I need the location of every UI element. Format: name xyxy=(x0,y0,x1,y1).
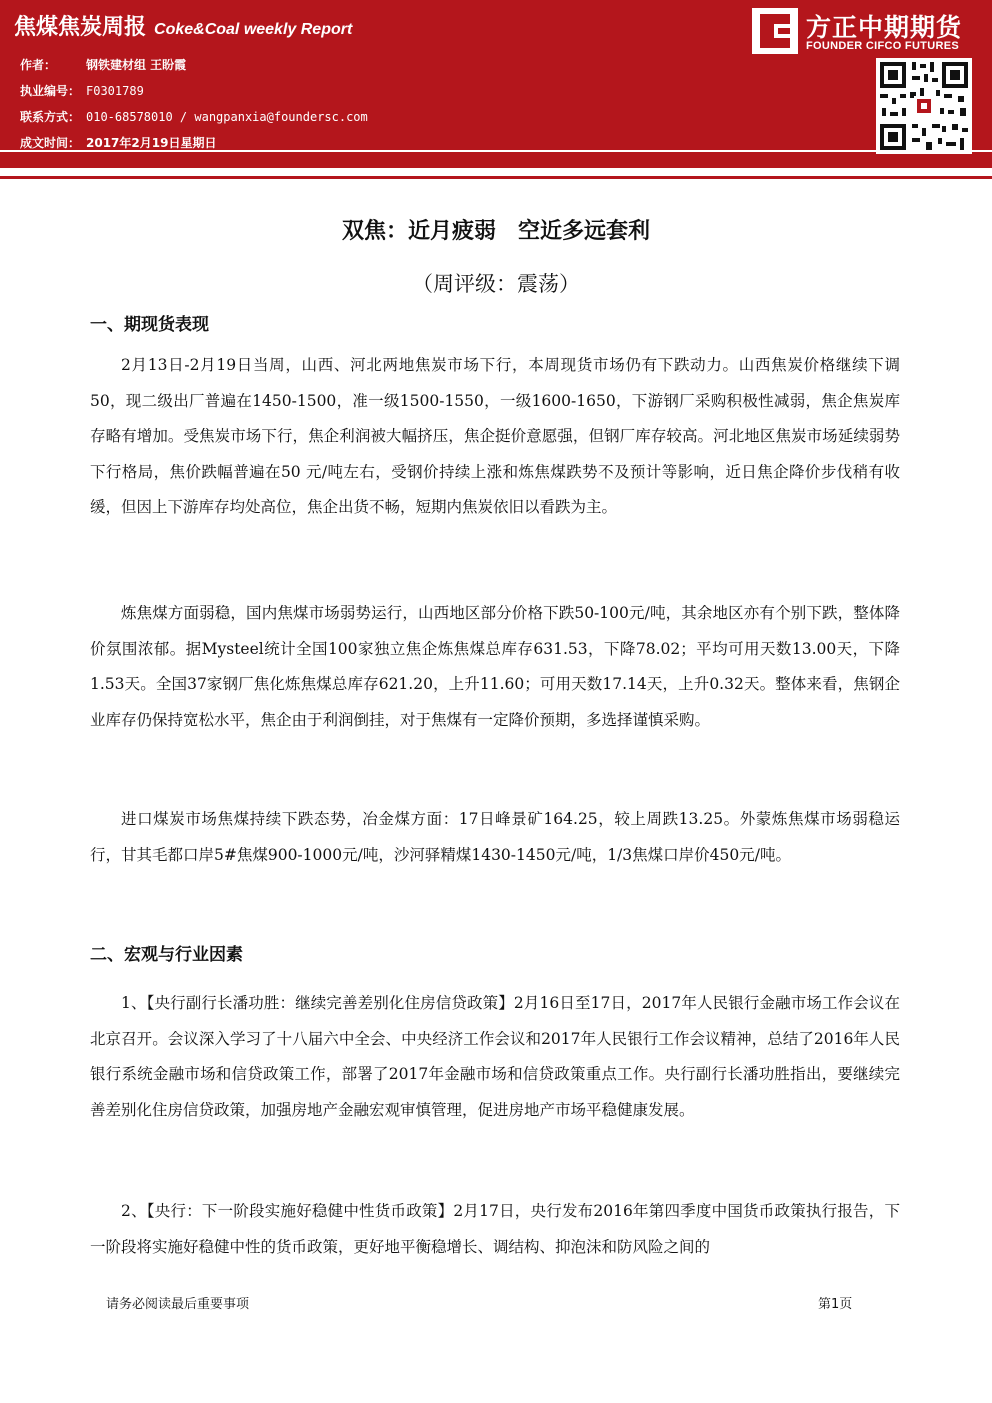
header-bottom-rule xyxy=(0,176,992,179)
footer-notice: 请务必阅读最后重要事项 xyxy=(106,1297,250,1312)
logo-text-en: FOUNDER CIFCO FUTURES xyxy=(806,40,959,52)
meta-label: 成文时间： xyxy=(20,136,81,150)
qr-code-icon xyxy=(876,58,972,154)
meta-date xyxy=(20,134,216,151)
meta-label: 执业编号： xyxy=(20,84,81,98)
section-heading: 二、宏观与行业因素 xyxy=(90,945,243,965)
page-number: 第1页 xyxy=(818,1297,853,1312)
meta-value: 钢铁建材组 王盼霞 xyxy=(86,58,187,72)
section-heading: 一、期现货表现 xyxy=(90,315,209,335)
paragraph: 2、【央行：下一阶段实施好稳健中性货币政策】2月17日，央行发布2016年第四季度中国货币政策执行报告，下一阶段将实施好稳健中性的货币政策，更好地平衡稳增长、调结构、抑泡沫和防风险之间的 xyxy=(90,1202,900,1256)
paragraph: 炼焦煤方面弱稳，国内焦煤市场弱势运行，山西地区部分价格下跌50-100元/吨，其余地区亦有个别下跌，整体降价氛围浓郁。据Mysteel统计全国100家独立焦企炼焦煤总库存631.53，下降78.02；平均可用天数13.00天，下降1.53天。全国37家钢厂焦化炼焦煤总库存621.20，上升11.60；可用天数17.14天，上升0.32天。整体来看，焦钢企业库存仍保持宽松水平，焦企由于利润倒挂，对于焦煤有一定降价预期，多选择谨慎采购。 xyxy=(90,604,900,729)
paragraph: 2月13日-2月19日当周，山西、河北两地焦炭市场下行，本周现货市场仍有下跌动力。山西焦炭价格继续下调50，现二级出厂普遍在1450-1500，准一级1500-1550，一级1600-1650，下游钢厂采购积极性减弱，焦企焦炭库存略有增加。受焦炭市场下行，焦企利润被大幅挤压，焦企挺价意愿强，但钢厂库存较高。河北地区焦炭市场延续弱势下行格局，焦价跌幅普遍在50 元/吨左右，受钢价持续上涨和炼焦煤跌势不及预计等影响，近日焦企降价步伐稍有收缓，但因上下游库存均处高位，焦企出货不畅，短期内焦炭依旧以看跌为主。 xyxy=(90,356,900,517)
meta-label: 联系方式： xyxy=(20,110,81,124)
meta-value: 2017年2月19日星期日 xyxy=(86,136,217,150)
report-title-cn: 焦煤焦炭周报 xyxy=(14,15,147,40)
meta-value: 010-68578010 / wangpanxia@foundersc.com xyxy=(86,110,368,124)
paragraph: 1、【央行副行长潘功胜：继续完善差别化住房信贷政策】2月16日至17日，2017年人民银行金融市场工作会议在北京召开。会议深入学习了十八届六中全会、中央经济工作会议和2017年人民银行工作会议精神，总结了2016年人民银行系统金融市场和信贷政策工作，部署了2017年金融市场和信贷政策重点工作。央行副行长潘功胜指出，要继续完善差别化住房信贷政策，加强房地产金融宏观审慎管理，促进房地产市场平稳健康发展。 xyxy=(90,994,900,1119)
logo-text-cn: 方正中期期货 xyxy=(806,13,963,42)
paragraph: 进口煤炭市场焦煤持续下跌态势，冶金煤方面：17日峰景矿164.25，较上周跌13.25。外蒙炼焦煤市场弱稳运行，甘其毛都口岸5#焦煤900-1000元/吨，沙河驿精煤1430-1450元/吨，1/3焦煤口岸价450元/吨。 xyxy=(90,810,900,864)
report-header xyxy=(0,0,992,168)
meta-license xyxy=(20,82,144,99)
header-divider xyxy=(0,150,992,152)
report-title-en: Coke&Coal weekly Report xyxy=(154,21,353,38)
rating-subtitle: （周评级：震荡） xyxy=(412,272,580,296)
meta-value: F0301789 xyxy=(86,84,144,98)
report-title-bar xyxy=(14,10,352,41)
page-title: 双焦：近月疲弱 空近多远套利 xyxy=(341,219,650,244)
meta-contact xyxy=(20,108,368,125)
logo-mark-icon xyxy=(752,8,798,54)
meta-author xyxy=(20,56,186,73)
company-logo xyxy=(752,8,980,56)
meta-label: 作者： xyxy=(20,58,57,72)
